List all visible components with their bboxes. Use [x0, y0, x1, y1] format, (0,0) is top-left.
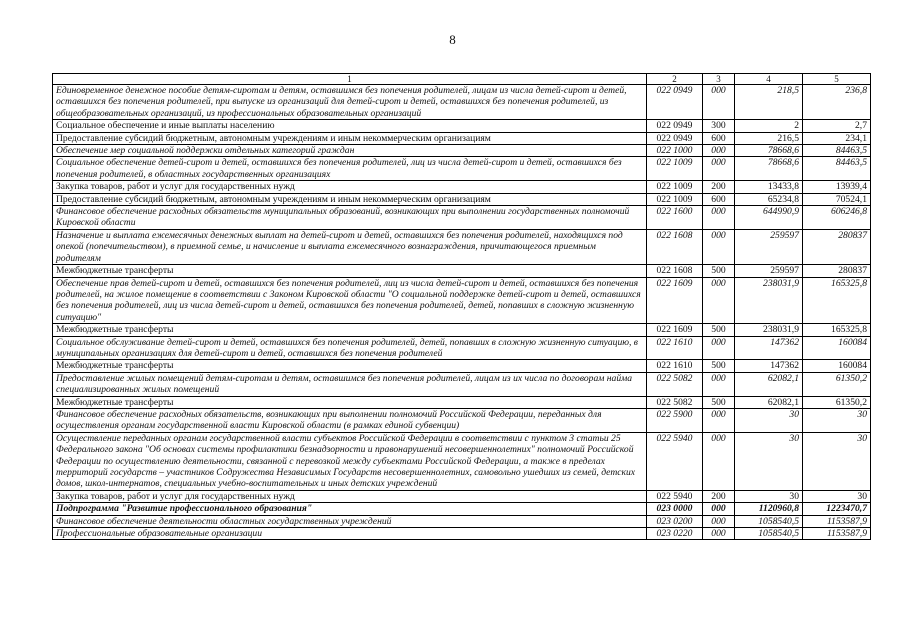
table-row	[53, 206, 871, 230]
row-expense-type: 000	[703, 503, 735, 515]
row-code: 022 0949	[647, 85, 703, 120]
row-expense-type: 000	[703, 206, 735, 230]
table-row	[53, 490, 871, 502]
row-value-year1: 1120960,8	[735, 503, 803, 515]
row-value-year2: 1223470,7	[803, 503, 871, 515]
row-name: Социальное обеспечение и иные выплаты населению	[53, 120, 647, 132]
row-code: 022 5940	[647, 432, 703, 490]
row-code: 022 0949	[647, 132, 703, 144]
column-header-year2: 5	[803, 74, 871, 85]
row-code: 022 1009	[647, 157, 703, 181]
row-name: Межбюджетные трансферты	[53, 265, 647, 277]
row-code: 022 5082	[647, 372, 703, 396]
row-code: 022 1609	[647, 277, 703, 324]
row-code: 023 0200	[647, 515, 703, 527]
row-value-year1: 30	[735, 432, 803, 490]
row-value-year2: 1153587,9	[803, 515, 871, 527]
column-header-year1: 4	[735, 74, 803, 85]
row-code: 022 1608	[647, 229, 703, 264]
row-expense-type: 000	[703, 145, 735, 157]
row-code: 022 1009	[647, 193, 703, 205]
row-value-year1: 259597	[735, 265, 803, 277]
column-header-code: 2	[647, 74, 703, 85]
row-name: Обеспечение мер социальной поддержки отдельных категорий граждан	[53, 145, 647, 157]
row-expense-type: 000	[703, 277, 735, 324]
row-name: Назначение и выплата ежемесячных денежных выплат на детей-сирот и детей, оставшихся без попечения родителей, находящихся под опекой (попечительством), в приемной семье, и начисление и выплата ежемесячного вознаграждения, причитающегося приемным родителям	[53, 229, 647, 264]
row-code: 023 0220	[647, 528, 703, 540]
row-value-year1: 65234,8	[735, 193, 803, 205]
row-value-year2: 165325,8	[803, 324, 871, 336]
row-name: Осуществление переданных органам государственной власти субъектов Российской Федерации в соответствии с пунктом 3 статьи 25 Федерального закона "Об основах системы профилактики безнадзорности и правонарушений несовершеннолетних" полномочий Российской Федерации по осуществлению деятельности, связанной с перевозкой между субъектами Российской Федерации, а также в пределах территорий государств – участников Содружества Независимых Государств несовершеннолетних, самовольно ушедших из семей, детских домов, школ-интернатов, специальных учебно-воспитательных и иных детских учреждений	[53, 432, 647, 490]
table-row	[53, 277, 871, 324]
row-value-year1: 1058540,5	[735, 515, 803, 527]
table-row	[53, 528, 871, 540]
row-value-year1: 62082,1	[735, 372, 803, 396]
column-header-type: 3	[703, 74, 735, 85]
table-row	[53, 265, 871, 277]
row-value-year2: 236,8	[803, 85, 871, 120]
row-expense-type: 600	[703, 193, 735, 205]
row-name: Межбюджетные трансферты	[53, 324, 647, 336]
table-row	[53, 515, 871, 527]
row-code: 022 5900	[647, 408, 703, 432]
row-value-year1: 238031,9	[735, 277, 803, 324]
row-value-year2: 13939,4	[803, 181, 871, 193]
row-name: Закупка товаров, работ и услуг для государственных нужд	[53, 490, 647, 502]
row-name: Предоставление субсидий бюджетным, автономным учреждениям и иным некоммерческим организациям	[53, 132, 647, 144]
table-row	[53, 181, 871, 193]
table-row	[53, 432, 871, 490]
row-expense-type: 000	[703, 336, 735, 360]
row-value-year1: 218,5	[735, 85, 803, 120]
table-row	[53, 396, 871, 408]
row-expense-type: 000	[703, 85, 735, 120]
table-row	[53, 157, 871, 181]
row-name: Финансовое обеспечение расходных обязательств, возникающих при выполнении полномочий Российской Федерации, переданных для осуществления органам государственной власти Кировской области (в рамках единой субвенции)	[53, 408, 647, 432]
row-expense-type: 000	[703, 229, 735, 264]
row-value-year1: 147362	[735, 360, 803, 372]
row-value-year1: 2	[735, 120, 803, 132]
row-value-year2: 30	[803, 408, 871, 432]
row-expense-type: 000	[703, 372, 735, 396]
table-header-row	[53, 74, 871, 85]
table-row	[53, 503, 871, 515]
row-name: Социальное обеспечение детей-сирот и детей, оставшихся без попечения родителей, лиц из числа детей-сирот и детей, оставшихся без попечения родителей, в областных государственных организациях	[53, 157, 647, 181]
row-expense-type: 500	[703, 396, 735, 408]
row-name: Социальное обслуживание детей-сирот и детей, оставшихся без попечения родителей, детей, попавших в сложную жизненную ситуацию, в муниципальных организациях для детей-сирот и детей, оставшихся без попечения родителей	[53, 336, 647, 360]
table-row	[53, 372, 871, 396]
row-value-year1: 30	[735, 408, 803, 432]
row-expense-type: 600	[703, 132, 735, 144]
row-name: Межбюджетные трансферты	[53, 396, 647, 408]
row-value-year2: 165325,8	[803, 277, 871, 324]
row-value-year1: 644990,9	[735, 206, 803, 230]
row-value-year1: 1058540,5	[735, 528, 803, 540]
row-value-year1: 216,5	[735, 132, 803, 144]
row-expense-type: 000	[703, 432, 735, 490]
row-name: Обеспечение прав детей-сирот и детей, оставшихся без попечения родителей, лиц из числа детей-сирот и детей, оставшихся без попечения родителей, на жилое помещение в соответствии с Законом Кировской области "О социальной поддержке детей-сирот и детей, оставшихся без попечения родителей, лиц из числа детей-сирот и детей, оставшихся без попечения родителей, детей, попавших в сложную жизненную ситуацию"	[53, 277, 647, 324]
budget-table	[52, 73, 871, 540]
row-name: Межбюджетные трансферты	[53, 360, 647, 372]
row-value-year2: 280837	[803, 229, 871, 264]
row-code: 022 1009	[647, 181, 703, 193]
row-expense-type: 000	[703, 528, 735, 540]
row-name: Закупка товаров, работ и услуг для государственных нужд	[53, 181, 647, 193]
table-row	[53, 145, 871, 157]
row-expense-type: 500	[703, 265, 735, 277]
row-code: 023 0000	[647, 503, 703, 515]
row-value-year2: 160084	[803, 360, 871, 372]
column-header-name: 1	[53, 74, 647, 85]
table-body	[53, 85, 871, 540]
row-code: 022 5082	[647, 396, 703, 408]
row-expense-type: 000	[703, 515, 735, 527]
table-row	[53, 408, 871, 432]
row-expense-type: 000	[703, 408, 735, 432]
table-row	[53, 324, 871, 336]
row-value-year2: 84463,5	[803, 157, 871, 181]
row-name: Финансовое обеспечение расходных обязательств муниципальных образований, возникающих при выполнении государственных полномочий Кировской области	[53, 206, 647, 230]
table-row	[53, 360, 871, 372]
row-expense-type: 500	[703, 324, 735, 336]
row-value-year2: 160084	[803, 336, 871, 360]
row-code: 022 1610	[647, 336, 703, 360]
row-value-year2: 2,7	[803, 120, 871, 132]
table-row	[53, 85, 871, 120]
row-value-year2: 234,1	[803, 132, 871, 144]
row-code: 022 1000	[647, 145, 703, 157]
row-value-year1: 238031,9	[735, 324, 803, 336]
page-number: 8	[449, 32, 456, 47]
row-value-year1: 78668,6	[735, 157, 803, 181]
row-value-year2: 61350,2	[803, 372, 871, 396]
row-name: Профессиональные образовательные организации	[53, 528, 647, 540]
row-value-year1: 30	[735, 490, 803, 502]
table-row	[53, 120, 871, 132]
row-code: 022 1600	[647, 206, 703, 230]
row-expense-type: 000	[703, 157, 735, 181]
table-row	[53, 132, 871, 144]
row-expense-type: 200	[703, 490, 735, 502]
row-name: Предоставление субсидий бюджетным, автономным учреждениям и иным некоммерческим организациям	[53, 193, 647, 205]
row-value-year1: 147362	[735, 336, 803, 360]
row-value-year2: 70524,1	[803, 193, 871, 205]
row-value-year1: 259597	[735, 229, 803, 264]
row-value-year2: 1153587,9	[803, 528, 871, 540]
row-code: 022 1609	[647, 324, 703, 336]
row-value-year1: 13433,8	[735, 181, 803, 193]
table-row	[53, 193, 871, 205]
row-value-year2: 280837	[803, 265, 871, 277]
row-value-year2: 30	[803, 432, 871, 490]
row-value-year1: 78668,6	[735, 145, 803, 157]
row-value-year2: 606246,8	[803, 206, 871, 230]
row-code: 022 0949	[647, 120, 703, 132]
row-name: Подпрограмма "Развитие профессионального образования"	[53, 503, 647, 515]
row-code: 022 5940	[647, 490, 703, 502]
row-code: 022 1608	[647, 265, 703, 277]
table-row	[53, 229, 871, 264]
row-value-year2: 30	[803, 490, 871, 502]
row-expense-type: 500	[703, 360, 735, 372]
table-row	[53, 336, 871, 360]
row-code: 022 1610	[647, 360, 703, 372]
row-name: Единовременное денежное пособие детям-сиротам и детям, оставшимся без попечения родителей, лицам из числа детей-сирот и детей, оставшихся без попечения родителей, при выпуске из организаций для детей-сирот и детей, оставшихся без попечения родителей, из общеобразовательных организаций, из профессиональных образовательных организаций	[53, 85, 647, 120]
row-value-year2: 84463,5	[803, 145, 871, 157]
row-expense-type: 300	[703, 120, 735, 132]
row-value-year1: 62082,1	[735, 396, 803, 408]
row-value-year2: 61350,2	[803, 396, 871, 408]
row-name: Финансовое обеспечение деятельности областных государственных учреждений	[53, 515, 647, 527]
row-name: Предоставление жилых помещений детям-сиротам и детям, оставшимся без попечения родителей, лицам из их числа по договорам найма специализированных жилых помещений	[53, 372, 647, 396]
row-expense-type: 200	[703, 181, 735, 193]
